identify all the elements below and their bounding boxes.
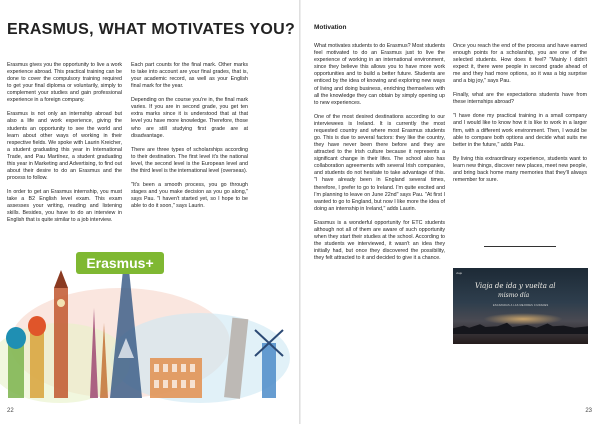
paragraph: Once you reach the end of the process and have earned enough points for a scholarship, you are one of the selected students. How does it feel? "Mainly I didn't expect it, there were people in second grade ahead of me and they had more options, so it was a big surprise and a big joy," says Pau. bbox=[453, 43, 587, 85]
right-page bbox=[301, 0, 600, 424]
page-number-right: 23 bbox=[585, 408, 592, 414]
paragraph: Each part counts for the final mark. Other marks to take into account are your final grades, that is, your academic record, as well as your English final mark for the year. bbox=[131, 62, 248, 90]
photo-caption-line-3: ESCAPADAS A LAS MEJORES CIUDADES bbox=[493, 304, 549, 307]
left-page bbox=[0, 0, 299, 424]
city-lights bbox=[483, 313, 563, 325]
city-night-photo bbox=[453, 268, 588, 344]
left-column-2 bbox=[131, 62, 248, 217]
right-column-1 bbox=[314, 43, 445, 269]
paragraph: In order to get an Erasmus internship, you must take a B2 English level exam. This exam assesses your writing, reading and listening skills. Besides, you have to do an interview in English that is quite similar to a job interview. bbox=[7, 189, 122, 224]
photo-caption-line-2: mismo día bbox=[498, 292, 530, 299]
paragraph: By living this extraordinary experience, students want to learn new things, discover new places, meet new people, and bring back home many memories that they'll always remember for sure. bbox=[453, 155, 587, 183]
paragraph: Erasmus is not only an internship abroad but also a life and work experience, giving the students an opportunity to see the world and learn about other ways of working in their respective fields. We spoke with Laurin Kreicher, a student graduating this year in International Trade, and Pau Martínez, a student graduating this year in Marketing and Advertising, to find out about their desire to do an Erasmus and the process to follow. bbox=[7, 111, 122, 182]
paragraph: There are three types of scholarships according to their destination. The first level it's the national level, the second level is the European level and the third level is the international level (overseas). bbox=[131, 146, 248, 174]
page-number-left: 22 bbox=[7, 408, 14, 414]
section-heading: Motivation bbox=[314, 24, 347, 31]
paragraph: What motivates students to do Erasmus? Most students feel motivated to do an Erasmus just to live the experience of working in an international environment, since they believe this allows you to have more work opportunities and to build a better future. Students are enticed by the idea of knowing and exploring new ways of living and doing business, enriching themselves with all the knowledge they can obtain by simply opening up to new experiences. bbox=[314, 43, 446, 106]
paragraph: Erasmus gives you the opportunity to live a work experience abroad. This practical training can be done to cover the compulsory training required to get your final diploma or voluntarily, simply to complement your studies and gain professional experience in a foreign company. bbox=[7, 62, 122, 104]
paragraph: Finally, what are the expectations students have from these internships abroad? bbox=[453, 92, 587, 106]
paragraph: "I have done my practical training in a small company and I would like to know how it is like to work in a larger firm, with a different work environment. Then, I would be able to compare both options and decide what suits me better in the future," adds Pau. bbox=[453, 113, 587, 148]
european-landmarks-illustration bbox=[0, 248, 299, 408]
right-column-2 bbox=[453, 43, 587, 191]
paragraph: One of the most desired destinations according to our interviewees is Ireland. It is currently the most requested country and where most Erasmus students go. This is due to several factors: they like the country, they have never been there before and they are attracted to the Irish culture because it represents a significant change in their lifes. The school also has collaboration agreements with several Irish companies, and students do not hesitate to take advantage of this. "I have already been in England several times, therefore, I prefer to go to Ireland. I'm quite excited and I'm planning to leave on June 22nd" says Pau. "At first I wanted to go to England, but now I like more the idea of doing an internship in Ireland," adds Laurin. bbox=[314, 113, 445, 212]
photo-tag: viaje bbox=[456, 271, 463, 275]
erasmus-plus-banner: Erasmus+ bbox=[86, 255, 154, 271]
article-title: ERASMUS, WHAT MOTIVATES YOU? bbox=[7, 21, 296, 38]
paragraph: Erasmus is a wonderful opportunity for ETC students although not all of them are aware of such opportunity when they start their studies at the school. According to the students we interviewed, it wasn't an idea they initially had, but once they discovered the possibility, they felt attracted to it and decided to give it a chance. bbox=[314, 219, 445, 262]
photo-caption-line-1: Viaja de ida y vuelta al bbox=[475, 282, 556, 290]
paragraph: Depending on the course you're in, the final mark varies. If you are in second grade, you get ten extra marks since it is understood that at that level you have more knowledge. Therefore, those who are still studying first grade are at disadvantage. bbox=[131, 97, 248, 139]
divider-rule bbox=[484, 246, 556, 247]
paragraph: "It's been a smooth process, you go through stages and you make decision as you go along," says Pau. "I haven't started yet, so I hope to be able to do it soon," says Laurin. bbox=[131, 181, 248, 209]
left-column-1 bbox=[7, 62, 122, 231]
